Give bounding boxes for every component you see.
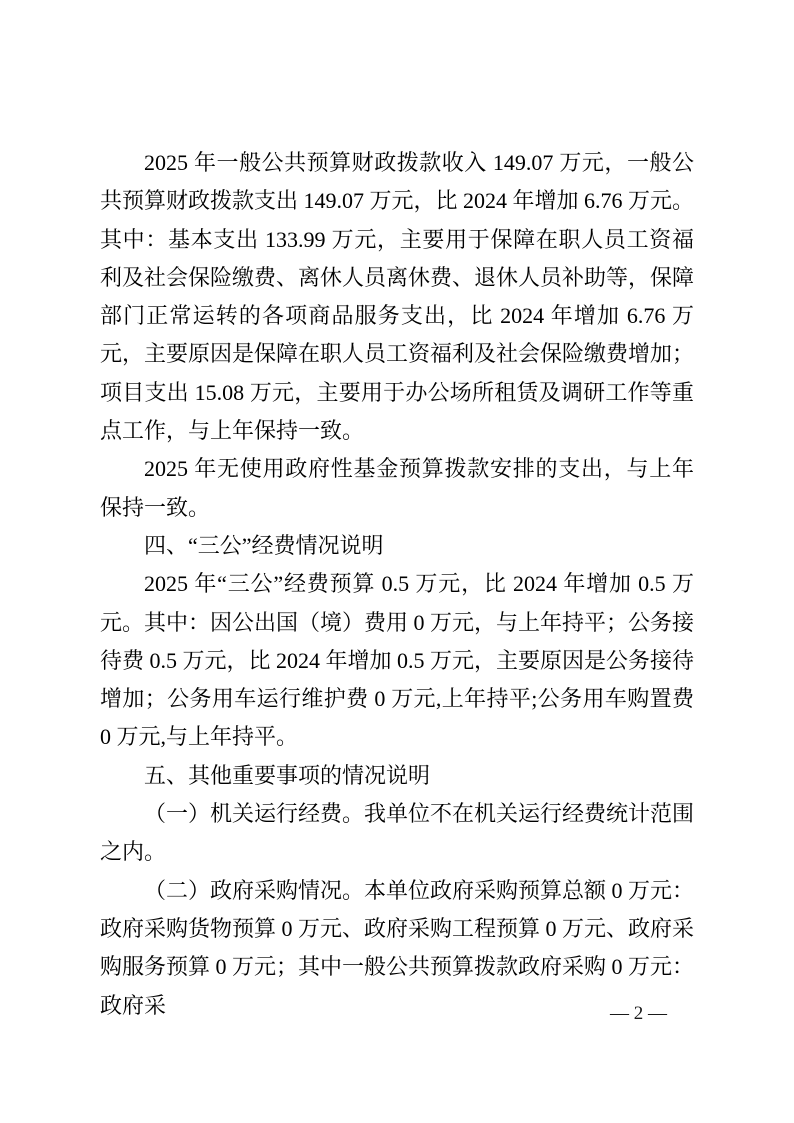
paragraph-government-procurement: （二）政府采购情况。本单位政府采购预算总额 0 万元：政府采购货物预算 0 万元、政府采购工程预算 0 万元、政府采购服务预算 0 万元；其中一般公共预算拨款政府采购 0 万元：政府采 [100, 877, 695, 1018]
document-text-block [100, 144, 694, 1025]
paragraph-general-budget-allocation: 2025 年一般公共预算财政拨款收入 149.07 万元，一般公共预算财政拨款支出 149.07 万元，比 2024 年增加 6.76 万元。其中：基本支出 133.99 万元，主要用于保障在职人员工资福利及社会保险缴费、离休人员离休费、退休人员补助等，保障部门正常运转的各项商品服务支出，比 2024 年增加 6.76 万元，主要原因是保障在职人员工资福利及社会保险缴费增加；项目支出 15.08 万元，主要用于办公场所租赁及调研工作等重点工作，与上年保持一致。 [100, 150, 695, 444]
paragraph-government-fund-budget: 2025 年无使用政府性基金预算拨款安排的支出，与上年保持一致。 [100, 456, 694, 520]
paragraph-agency-operating-expenses: （一）机关运行经费。我单位不在机关运行经费统计范围之内。 [100, 801, 695, 865]
heading-section-four-three-public-expenses: 四、“三公”经费情况说明 [144, 532, 384, 558]
page-number-footer [0, 1001, 667, 1027]
page-number: — 2 — [610, 1003, 667, 1024]
heading-section-five-other-important-items: 五、其他重要事项的情况说明 [144, 762, 431, 788]
paragraph-three-public-expenses-detail: 2025 年“三公”经费预算 0.5 万元，比 2024 年增加 0.5 万元。其中：因公出国（境）费用 0 万元，与上年持平；公务接待费 0.5 万元，比 2024 年增加 0.5 万元，主要原因是公务接待增加；公务用车运行维护费 0 万元,上年持平;公务用车购置费 0 万元,与上年持平。 [100, 571, 695, 750]
